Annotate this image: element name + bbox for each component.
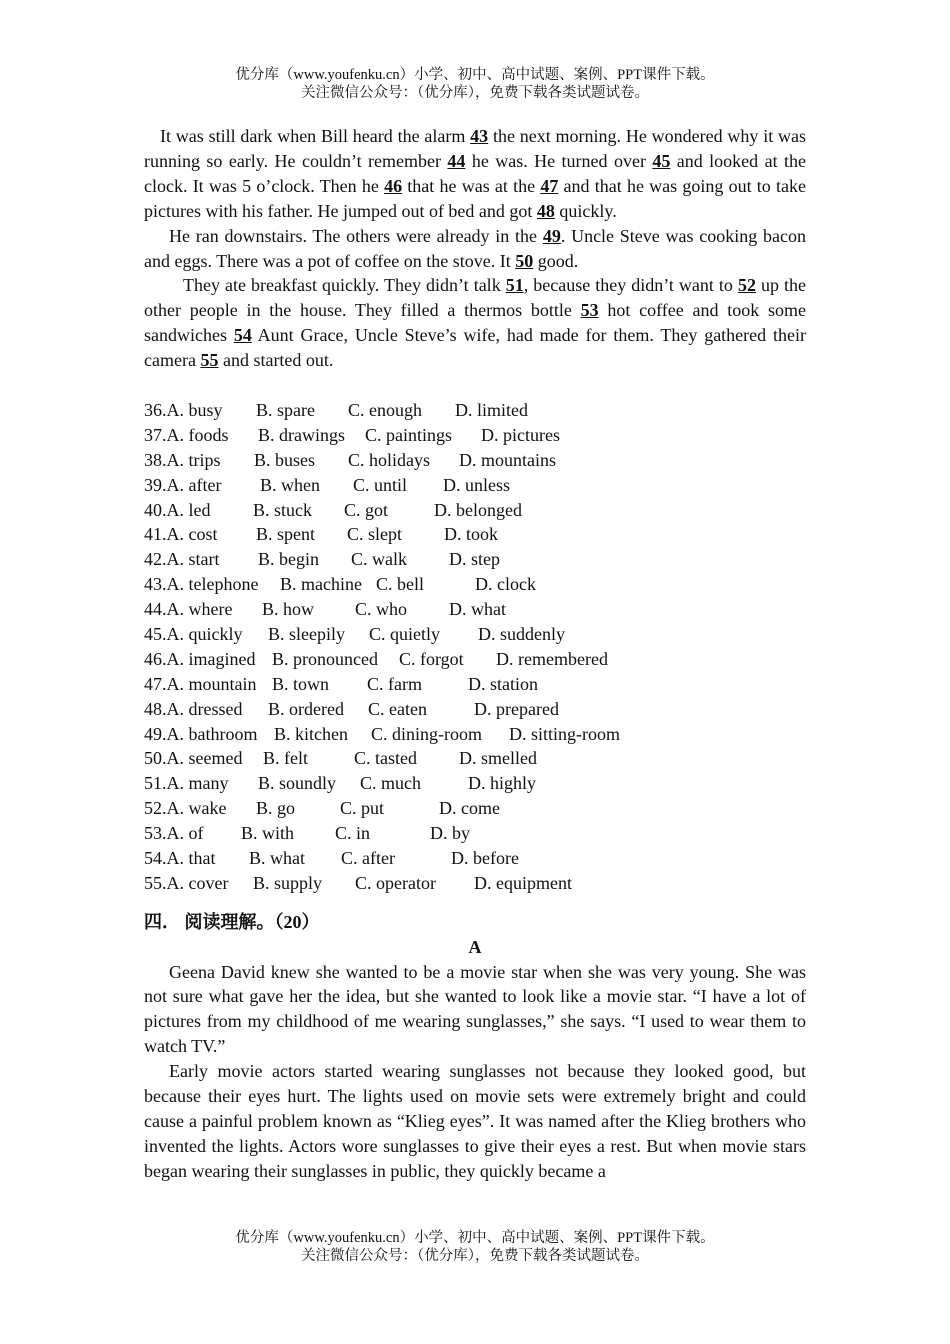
option-row-51 [144, 771, 806, 796]
option-41-a: 41.A. cost [144, 524, 218, 545]
option-51-b: B. soundly [258, 773, 337, 794]
option-48-b: B. ordered [268, 698, 344, 719]
page-header [0, 66, 950, 102]
option-44-a: 44.A. where [144, 599, 233, 620]
blank-53: 53 [580, 300, 599, 321]
option-row-52 [144, 796, 806, 821]
option-55-d: D. equipment [474, 872, 572, 893]
option-50-c: C. tasted [354, 748, 417, 769]
option-row-40 [144, 498, 806, 523]
passage-paragraph-2: He ran downstairs. The others were already in the 49. Uncle Steve was cooking bacon and eggs. There was a pot of coffee on the stove. It 50 good. [144, 225, 806, 271]
option-45-b: B. sleepily [268, 623, 345, 644]
option-45-a: 45.A. quickly [144, 623, 243, 644]
option-39-d: D. unless [443, 474, 510, 495]
option-42-a: 42.A. start [144, 549, 220, 570]
reading-paragraph-1: Geena David knew she wanted to be a movie star when she was very young. She was not sure what gave her the idea, but she wanted to look like a movie star. “I have a lot of pictures from my childhood of me wearing sunglasses,” she says. “I used to wear them to watch TV.” [144, 961, 806, 1057]
blank-51: 51 [505, 275, 524, 296]
option-45-d: D. suddenly [478, 623, 565, 644]
document-body [144, 124, 806, 1184]
option-51-d: D. highly [468, 773, 537, 794]
option-row-42 [144, 547, 806, 572]
option-48-c: C. eaten [368, 698, 427, 719]
option-43-c: C. bell [376, 574, 424, 595]
option-row-54 [144, 846, 806, 871]
option-49-b: B. kitchen [274, 723, 348, 744]
option-53-d: D. by [430, 823, 470, 844]
option-36-a: 36.A. busy [144, 399, 223, 420]
blank-47: 47 [540, 175, 559, 196]
option-49-c: C. dining-room [371, 723, 482, 744]
option-45-c: C. quietly [369, 623, 440, 644]
option-55-c: C. operator [355, 872, 436, 893]
blank-54: 54 [233, 325, 252, 346]
blank-45: 45 [652, 150, 671, 171]
option-49-d: D. sitting-room [509, 723, 620, 744]
blank-49: 49 [542, 225, 561, 246]
blank-44: 44 [447, 150, 466, 171]
option-38-d: D. mountains [459, 449, 556, 470]
option-43-d: D. clock [475, 574, 536, 595]
option-53-a: 53.A. of [144, 823, 204, 844]
option-row-45 [144, 622, 806, 647]
option-row-39 [144, 473, 806, 498]
option-47-d: D. station [468, 673, 538, 694]
option-55-b: B. supply [253, 872, 323, 893]
option-46-c: C. forgot [399, 648, 464, 669]
passage-paragraph-3: They ate breakfast quickly. They didn’t talk 51, because they didn’t want to 52 up the other people in the house. They filled a thermos bottle 53 hot coffee and took some sandwiches 54 Aunt Grace, Uncle Steve’s wife, had made for them. They gathered their camera 55 and started out. [144, 275, 806, 371]
option-row-50 [144, 746, 806, 771]
option-41-b: B. spent [256, 524, 316, 545]
option-54-a: 54.A. that [144, 847, 216, 868]
option-39-c: C. until [353, 474, 408, 495]
option-40-b: B. stuck [253, 499, 313, 520]
option-44-d: D. what [449, 599, 506, 620]
option-42-d: D. step [449, 549, 500, 570]
option-41-c: C. slept [347, 524, 403, 545]
option-42-c: C. walk [351, 549, 407, 570]
reading-paragraph-2: Early movie actors started wearing sunglasses not because they looked good, but because their eyes hurt. The lights used on movie sets were extremely bright and could cause a painful problem known as “Klieg eyes”. It was named after the Klieg brothers who invented the lights. Actors wore sunglasses to give their eyes a rest. But when movie stars began wearing their sunglasses in public, they quickly became a [144, 1061, 806, 1181]
option-37-b: B. drawings [258, 424, 345, 445]
option-row-43 [144, 572, 806, 597]
passage-label: A [468, 936, 482, 957]
option-54-c: C. after [341, 847, 395, 868]
option-41-d: D. took [444, 524, 498, 545]
option-38-a: 38.A. trips [144, 449, 221, 470]
footer-line-1: 优分库（www.youfenku.cn）小学、初中、高中试题、案例、PPT课件下载。 [235, 1230, 715, 1246]
option-row-41 [144, 522, 806, 547]
blank-55: 55 [200, 350, 219, 371]
page-footer [0, 1229, 950, 1265]
option-44-c: C. who [355, 599, 408, 620]
section-title: 四． 阅读理解。（20） [144, 911, 320, 932]
option-36-d: D. limited [455, 399, 528, 420]
option-53-c: C. in [335, 823, 371, 844]
option-43-b: B. machine [280, 574, 362, 595]
option-36-b: B. spare [256, 399, 315, 420]
option-40-c: C. got [344, 499, 389, 520]
footer-line-2: 关注微信公众号：（优分库），免费下载各类试题试卷。 [301, 1248, 649, 1264]
option-51-a: 51.A. many [144, 773, 229, 794]
option-52-d: D. come [439, 798, 500, 819]
option-row-53 [144, 821, 806, 846]
option-48-d: D. prepared [474, 698, 559, 719]
blank-46: 46 [384, 175, 403, 196]
option-46-a: 46.A. imagined [144, 648, 256, 669]
option-46-d: D. remembered [496, 648, 608, 669]
option-52-b: B. go [256, 798, 296, 819]
option-row-55 [144, 871, 806, 896]
option-37-c: C. paintings [365, 424, 453, 445]
option-row-47 [144, 672, 806, 697]
option-48-a: 48.A. dressed [144, 698, 243, 719]
option-row-49 [144, 722, 806, 747]
option-54-b: B. what [249, 847, 305, 868]
option-row-46 [144, 647, 806, 672]
option-38-b: B. buses [254, 449, 316, 470]
option-row-44 [144, 597, 806, 622]
option-row-36 [144, 398, 806, 423]
option-47-a: 47.A. mountain [144, 673, 257, 694]
option-43-a: 43.A. telephone [144, 574, 259, 595]
option-50-d: D. smelled [459, 748, 537, 769]
header-line-1: 优分库（www.youfenku.cn）小学、初中、高中试题、案例、PPT课件下载。 [235, 67, 715, 83]
option-51-c: C. much [360, 773, 421, 794]
option-37-d: D. pictures [481, 424, 560, 445]
option-37-a: 37.A. foods [144, 424, 229, 445]
options-list [144, 398, 806, 896]
passage-paragraph-1: It was still dark when Bill heard the alarm 43 the next morning. He wondered why it was running so early. He couldn’t remember 44 he was. He turned over 45 and looked at the clock. It was 5 o’clock. Then he 46 that he was at the 47 and that he was going out to take pictures with his father. He jumped out of bed and got 48 quickly. [144, 126, 806, 221]
option-52-a: 52.A. wake [144, 798, 227, 819]
option-52-c: C. put [340, 798, 385, 819]
option-49-a: 49.A. bathroom [144, 723, 258, 744]
blank-48: 48 [536, 200, 555, 221]
option-53-b: B. with [241, 823, 295, 844]
header-line-2: 关注微信公众号：（优分库），免费下载各类试题试卷。 [301, 85, 649, 101]
option-36-c: C. enough [348, 399, 422, 420]
option-38-c: C. holidays [348, 449, 431, 470]
option-row-37 [144, 423, 806, 448]
option-47-b: B. town [272, 673, 330, 694]
option-39-b: B. when [260, 474, 320, 495]
option-row-48 [144, 697, 806, 722]
option-40-d: D. belonged [434, 499, 522, 520]
option-47-c: C. farm [367, 673, 422, 694]
blank-43: 43 [470, 126, 489, 146]
option-40-a: 40.A. led [144, 499, 211, 520]
option-46-b: B. pronounced [272, 648, 378, 669]
option-44-b: B. how [262, 599, 315, 620]
option-54-d: D. before [451, 847, 519, 868]
option-42-b: B. begin [258, 549, 319, 570]
option-50-b: B. felt [263, 748, 308, 769]
blank-50: 50 [515, 250, 534, 271]
option-50-a: 50.A. seemed [144, 748, 243, 769]
option-row-38 [144, 448, 806, 473]
option-55-a: 55.A. cover [144, 872, 229, 893]
blank-52: 52 [737, 275, 756, 296]
option-39-a: 39.A. after [144, 474, 222, 495]
